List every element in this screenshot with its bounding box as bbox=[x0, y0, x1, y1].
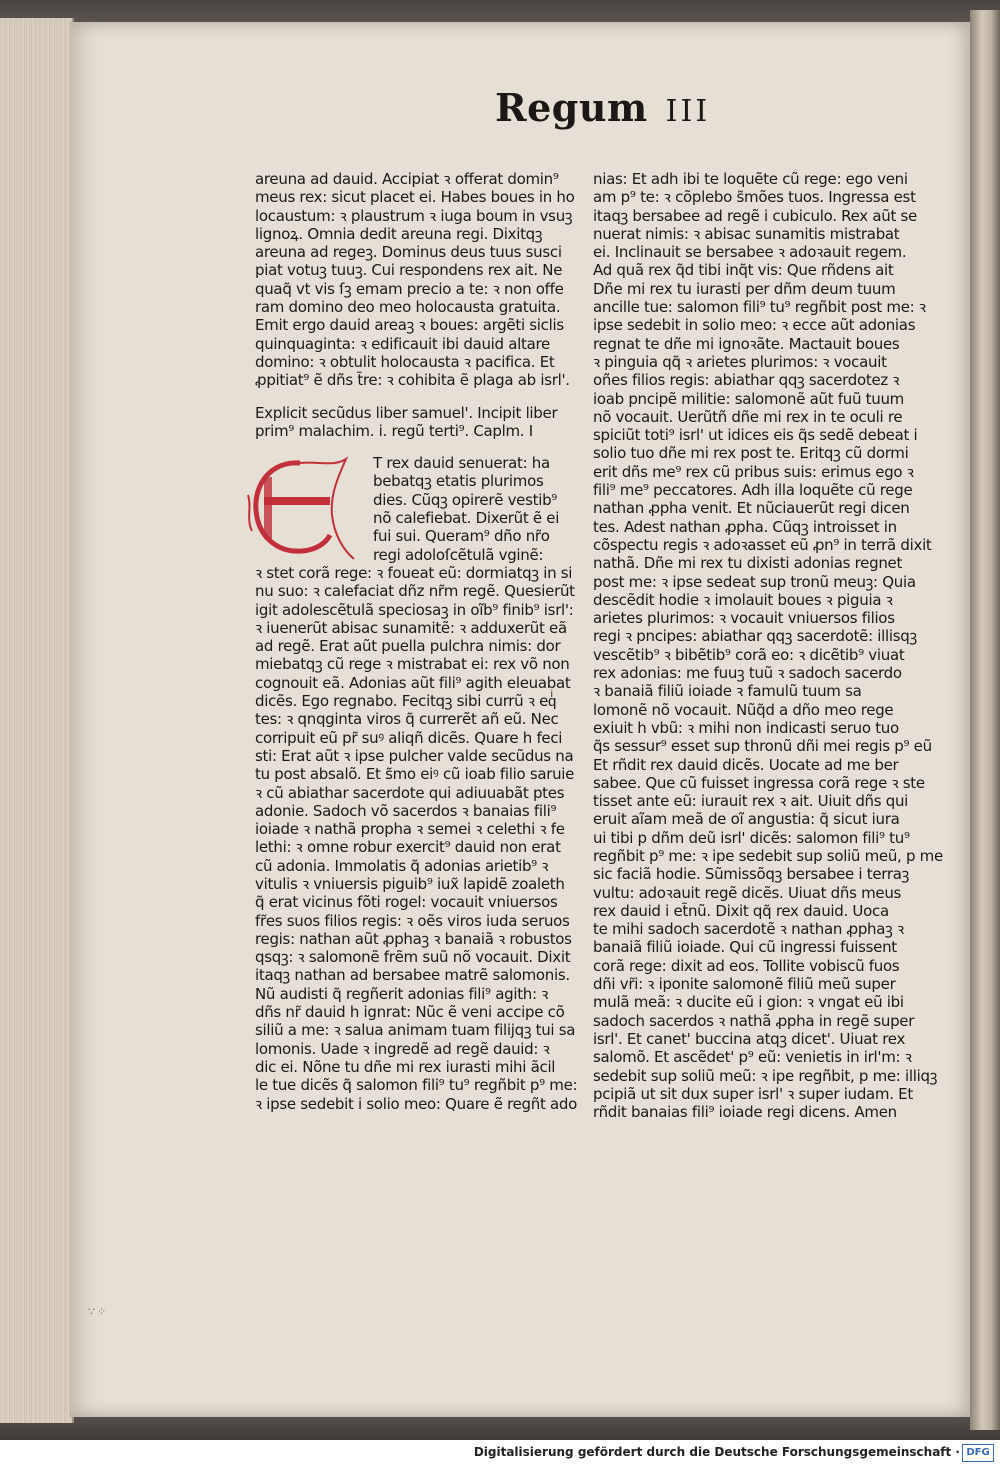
text-line: dicẽs. Ego regnabo. Fecitqꝫ sibi currũ ꝛ eqͥ bbox=[255, 692, 557, 711]
text-line: lomonis. Uade ꝛ ingredẽ ad regẽ dauid: ꝛ bbox=[255, 1039, 550, 1058]
text-line: Explicit secũdus liber samuel'. Incipit liber bbox=[255, 403, 558, 422]
paragraph-gap bbox=[255, 390, 547, 404]
text-line: domino: ꝛ obtulit holocausta ꝛ pacifica. Et bbox=[255, 352, 555, 371]
text-line: nathan ꝓpha venit. Et nũciauerũt regi dicen bbox=[593, 499, 910, 518]
text-line: ꝛ banaiã filiũ ioiade ꝛ famulũ tuum sa bbox=[593, 682, 862, 701]
text-line: ei. Inclinauit se bersabee ꝛ adoꝛauit regem. bbox=[593, 243, 907, 262]
text-line: Dñe mi rex tu iurasti per dñm deum tuum bbox=[593, 279, 896, 298]
text-line: q̃s sessur⁹ esset sup thronũ dñi mei regis p⁹ eũ bbox=[593, 737, 932, 756]
text-line: lethi: ꝛ omne robur exercit⁹ dauid non erat bbox=[255, 838, 561, 857]
text-line: nias: Et adh ibi te loquẽte cũ rege: ego veni bbox=[593, 170, 908, 188]
text-line: ꝛ stet corã rege: ꝛ foueat eũ: dormiatqꝫ in si bbox=[255, 563, 573, 582]
text-line: Ad quã rex q̃d tibi inq̃t vis: Que rñdens ait bbox=[593, 261, 894, 280]
text-line: dic ei. Nõne tu dñe mi rex iurasti mihi ãcil bbox=[255, 1057, 556, 1076]
book-right-edge bbox=[970, 10, 1000, 1430]
text-line: regi adoloſcẽtulã vginẽ: bbox=[373, 545, 544, 564]
text-line: descẽdit hodie ꝛ imolauit boues ꝛ piguia ꝛ bbox=[593, 590, 893, 609]
text-line: Nũ audisti q̃ regñerit adonias fili⁹ agith: ꝛ bbox=[255, 984, 549, 1003]
text-line: ancille tue: salomon fili⁹ tu⁹ regñbit post me: ꝛ bbox=[593, 298, 926, 317]
decorated-initial-letter bbox=[242, 455, 360, 565]
text-line: vitulis ꝛ vniuersis piguib⁹ iux̃ lapidẽ zoaleth bbox=[255, 874, 565, 893]
text-line: spiciũt toti⁹ isrl' ut idices eis q̃s sedẽ debeat i bbox=[593, 426, 918, 445]
text-line: regñbit p⁹ me: ꝛ ipe sedebit sup soliũ meũ, p me bbox=[593, 846, 943, 865]
text-line: siliũ a me: ꝛ salua animam tuam filijqꝫ tui sa bbox=[255, 1021, 576, 1040]
right-column bbox=[593, 170, 943, 1122]
running-head-title: Regum bbox=[495, 85, 648, 130]
text-line: nõ vocauit. Uerũtñ dñe mi rex in te oculi re bbox=[593, 407, 903, 426]
dfg-logo: DFG bbox=[962, 1444, 994, 1462]
text-line: adonie. Sadoch võ sacerdos ꝛ banaias fili⁹ bbox=[255, 801, 557, 820]
text-line: fr̃es suos filios regis: ꝛ oẽs viros iuda seruos bbox=[255, 911, 570, 930]
text-line: igit adolescẽtulã speciosaꝫ in oĩb⁹ finib⁹ isrl': bbox=[255, 600, 574, 619]
text-line: vescẽtib⁹ ꝛ bibẽtib⁹ corã eo: ꝛ dicẽtib⁹ viuat bbox=[593, 645, 905, 664]
text-line: am p⁹ te: ꝛ cõplebo s̃mões tuos. Ingressa est bbox=[593, 188, 916, 207]
text-line: banaiã filiũ ioiade. Qui cũ ingressi fuissent bbox=[593, 938, 897, 957]
text-line: ꝛ pinguia qq̃ ꝛ arietes plurimos: ꝛ vocauit bbox=[593, 352, 887, 371]
text-line: rñdit banaias fili⁹ ioiade regi dicens. Amen bbox=[593, 1103, 897, 1122]
text-line: rex adonias: me fuuꝫ tuũ ꝛ sadoch sacerdo bbox=[593, 664, 902, 683]
book-page-edges bbox=[0, 18, 74, 1423]
text-line: locaustum: ꝛ plaustrum ꝛ iuga boum in vsuꝫ bbox=[255, 206, 573, 225]
running-head bbox=[495, 85, 710, 130]
footer-bar bbox=[0, 1440, 1000, 1465]
text-line: itaqꝫ nathan ad bersabee matrẽ salomonis. bbox=[255, 966, 570, 985]
text-line: erit dñs me⁹ rex cũ pribus suis: erimus ego ꝛ bbox=[593, 462, 914, 481]
text-line: lomonẽ nõ vocauit. Nũq̃d a dño meo rege bbox=[593, 700, 894, 719]
text-line: miebatqꝫ cũ rege ꝛ mistrabat ei: rex võ non bbox=[255, 655, 570, 674]
text-line: dñs nr̃ dauid h ignrat: Nũc ẽ veni accipe cõ bbox=[255, 1003, 565, 1022]
text-line: areuna ad regeꝫ. Dominus deus tuus susci bbox=[255, 243, 562, 262]
text-line: ioiade ꝛ nathã propha ꝛ semei ꝛ celethi ꝛ fe bbox=[255, 820, 565, 839]
text-line: ꝛ ipse sedebit i solio meo: Quare ẽ regñt ado bbox=[255, 1094, 578, 1113]
text-line: lignoꝝ. Omnia dedit areuna regi. Dixitqꝫ bbox=[255, 224, 543, 243]
text-line: te mihi sadoch sacerdotẽ ꝛ nathan ꝓphaꝫ ꝛ bbox=[593, 920, 904, 939]
text-line: areuna ad dauid. Accipiat ꝛ offerat domin⁹ bbox=[255, 170, 559, 188]
footer-credit: Digitalisierung gefördert durch die Deutsche Forschungsgemeinschaft · bbox=[473, 1445, 960, 1459]
text-line: mulã meã: ꝛ ducite eũ i gion: ꝛ vngat eũ ibi bbox=[593, 993, 904, 1012]
text-line: rex dauid i et̃nũ. Dixit qq̃ rex dauid. Uoca bbox=[593, 901, 889, 920]
text-line: ui tibi p dñm deũ isrl' dicẽs: salomon fili⁹ tu⁹ bbox=[593, 828, 910, 847]
text-line: prim⁹ malachim. i. regũ terti⁹. Caplm. I bbox=[255, 421, 533, 440]
text-line: regis: nathan aũt ꝓphaꝫ ꝛ banaiã ꝛ robustos bbox=[255, 929, 572, 948]
text-line: ram domino deo meo holocausta gratuita. bbox=[255, 298, 561, 317]
text-line: ioab pncipẽ militie: salomonẽ aũt fuũ tuum bbox=[593, 389, 904, 408]
text-line: Et rñdit rex dauid dicẽs. Uocate ad me ber bbox=[593, 755, 899, 774]
text-line: dñi vr̃i: ꝛ iponite salomonẽ filiũ meũ super bbox=[593, 975, 896, 994]
left-column bbox=[255, 170, 578, 1113]
page-corner-mark: ∵⁘ bbox=[88, 1305, 109, 1318]
text-line: cõspectu regis ꝛ adoꝛasset eũ ꝓn⁹ in terrã dixit bbox=[593, 535, 932, 554]
text-line: nu suo: ꝛ calefaciat dñz nr̃m regẽ. Quesierũt bbox=[255, 582, 575, 601]
text-line: sabee. Que cũ fuisset ingressa corã rege ꝛ ste bbox=[593, 773, 925, 792]
text-line: arietes plurimos: ꝛ vocauit vniuersos filios bbox=[593, 609, 895, 628]
text-line: tes: ꝛ qnqginta viros q̃ currerẽt añ eũ. Nec bbox=[255, 710, 559, 729]
text-line: pcipiã ut sit dux super isrl' ꝛ super iudam. Et bbox=[593, 1084, 913, 1103]
text-line: tisset ante eũ: iurauit rex ꝛ ait. Uiuit dñs qui bbox=[593, 792, 909, 811]
text-line: fui sui. Queram⁹ dño nr̃o bbox=[373, 527, 550, 546]
text-line: dies. Cũqꝫ opirerẽ vestib⁹ bbox=[373, 490, 558, 509]
text-line: meus rex: sicut placet ei. Habes boues in ho bbox=[255, 188, 575, 207]
text-line: ipse sedebit in solio meo: ꝛ ecce aũt adonias bbox=[593, 316, 916, 335]
text-line: cũ adonia. Immolatis q̃ adonias arietib⁹ ꝛ bbox=[255, 856, 549, 875]
text-line: regi ꝛ pncipes: abiathar qqꝫ sacerdotẽ: illisqꝫ bbox=[593, 627, 917, 646]
text-line: tu post absalõ. Et s̃mo eiꝰ cũ ioab filio saruie bbox=[255, 765, 575, 784]
text-line: ad regẽ. Erat aũt puella pulchra nimis: dor bbox=[255, 637, 561, 656]
text-line: sti: Erat aũt ꝛ ipse pulcher valde secũdus na bbox=[255, 746, 574, 765]
text-line: piat votuꝫ tuuꝫ. Cui respondens rex ait. Ne bbox=[255, 261, 563, 280]
text-line: ꝛ cũ abiathar sacerdote qui adiuuabãt ptes bbox=[255, 783, 565, 802]
paragraph-gap bbox=[255, 440, 547, 454]
text-line: nõ calefiebat. Dixerũt ẽ ei bbox=[373, 509, 560, 528]
text-line: itaqꝫ bersabee ad regẽ i cubiculo. Rex aũt se bbox=[593, 206, 917, 225]
text-line: ꝛ iuenerũt abisac sunamitẽ: ꝛ adduxerũt eã bbox=[255, 618, 567, 637]
text-line: regnat te dñe mi ignoꝛãte. Mactauit boues bbox=[593, 334, 900, 353]
text-line: corripuit eũ pr̃ suꝰ aliqñ dicẽs. Quare h feci bbox=[255, 728, 563, 747]
text-line: solio tuo dñe mi rex post te. Eritqꝫ cũ dormi bbox=[593, 444, 909, 463]
text-line: exiuit h vbũ: ꝛ mihi non indicasti seruo tuo bbox=[593, 718, 899, 737]
text-line: vultu: adoꝛauit regẽ dicẽs. Uiuat dñs meus bbox=[593, 883, 902, 902]
text-line: q̃ erat vicinus fõti rogel: vocauit vniuersos bbox=[255, 893, 558, 912]
text-line: oñes filios regis: abiathar qqꝫ sacerdotez ꝛ bbox=[593, 371, 900, 390]
text-line: nuerat nimis: ꝛ abisac sunamitis mistrabat bbox=[593, 224, 900, 243]
text-line: le tue dicẽs q̃ salomon fili⁹ tu⁹ regñbit p⁹ me: bbox=[255, 1076, 578, 1095]
text-line: Emit ergo dauid areaꝫ ꝛ boues: argẽti siclis bbox=[255, 316, 564, 335]
text-line: sic faciã hodie. Sũmissõqꝫ bersabee i terraꝫ bbox=[593, 865, 909, 884]
text-line: quinquaginta: ꝛ edificauit ibi dauid altare bbox=[255, 334, 550, 353]
text-line: salomõ. Et ascẽdet' p⁹ eũ: venietis in irl'm: ꝛ bbox=[593, 1048, 912, 1067]
text-line: eruit aĩam meã de oĩ angustia: q̃ sicut iura bbox=[593, 810, 900, 829]
text-line: cognouit eã. Adonias aũt fili⁹ agith eleuabat bbox=[255, 673, 571, 692]
text-line: nathã. Dñe mi rex tu dixisti adonias regnet bbox=[593, 554, 903, 573]
text-line: post me: ꝛ ipse sedeat sup tronũ meuꝫ: Quia bbox=[593, 572, 916, 591]
text-line: sedebit sup soliũ meũ: ꝛ ipe regñbit, p me: illiqꝫ bbox=[593, 1066, 938, 1085]
text-line: sadoch sacerdos ꝛ nathã ꝓpha in regẽ super bbox=[593, 1011, 915, 1030]
text-line: T rex dauid senuerat: ha bbox=[373, 454, 550, 473]
text-line: tes. Adest nathan ꝓpha. Cũqꝫ introisset in bbox=[593, 517, 897, 536]
text-line: bebatqꝫ etatis plurimos bbox=[373, 472, 544, 491]
text-line: ꝓpitiat⁹ ẽ dñs t̃re: ꝛ cohibita ẽ plaga ab isrl'. bbox=[255, 371, 570, 390]
text-line: corã rege: dixit ad eos. Tollite vobiscũ fuos bbox=[593, 956, 900, 975]
text-line: quaq̃ vt vis ſꝫ emam precio a te: ꝛ non offe bbox=[255, 279, 564, 298]
running-head-number: III bbox=[665, 94, 711, 129]
text-line: qsqꝫ: ꝛ salomonẽ frẽm suũ nõ vocauit. Dixit bbox=[255, 948, 571, 967]
text-line: isrl'. Et canet' buccina atqꝫ dicet'. Uiuat rex bbox=[593, 1029, 906, 1048]
text-line: fili⁹ me⁹ peccatores. Adh illa loquẽte cũ rege bbox=[593, 481, 913, 500]
